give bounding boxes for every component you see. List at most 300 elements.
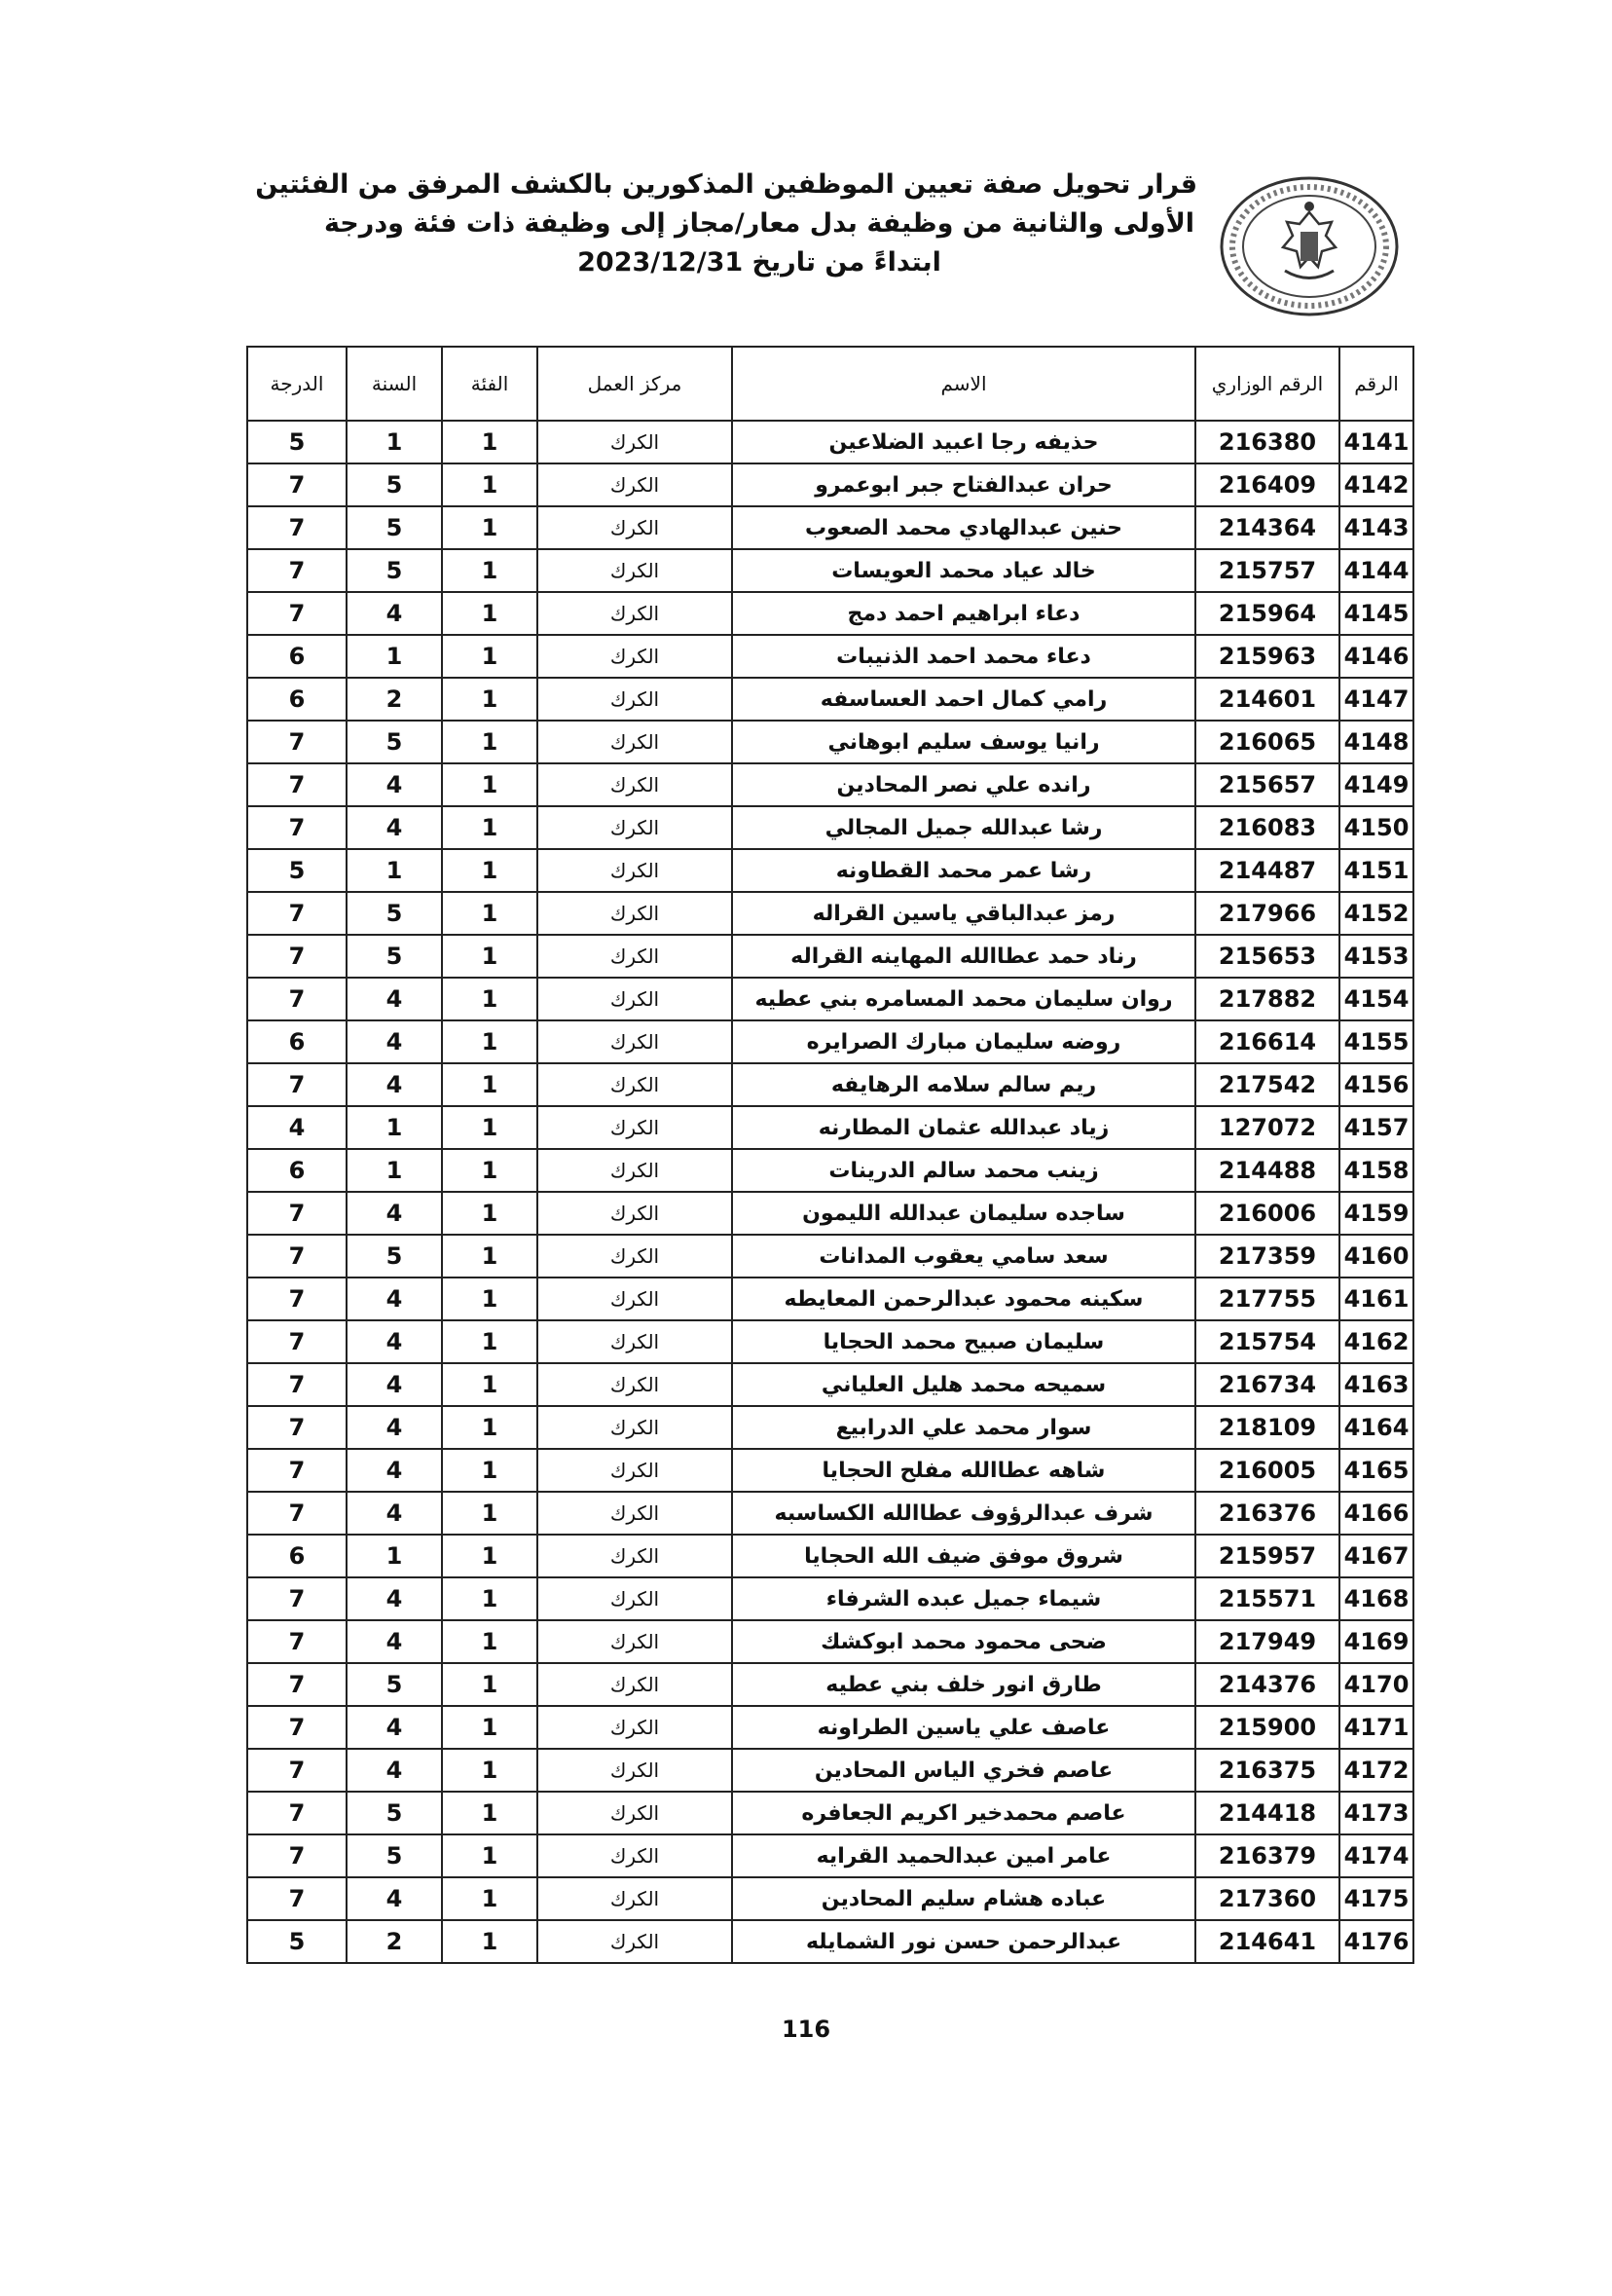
year-cell: 4	[347, 1877, 442, 1920]
grade-cell: 7	[247, 1320, 347, 1363]
grade-cell: 7	[247, 506, 347, 549]
ministry-number-cell: 216380	[1195, 421, 1339, 463]
table-row	[247, 1877, 1413, 1920]
column-header: الدرجة	[247, 347, 347, 421]
category-cell: 1	[442, 1535, 537, 1577]
work-center-cell: الكرك	[537, 978, 732, 1020]
ministry-number-cell: 214418	[1195, 1792, 1339, 1834]
category-cell: 1	[442, 421, 537, 463]
ministry-number-cell: 216375	[1195, 1749, 1339, 1792]
employee-name-cell: طارق انور خلف بني عطيه	[732, 1663, 1195, 1706]
category-cell: 1	[442, 1663, 537, 1706]
grade-cell: 7	[247, 1492, 347, 1535]
work-center-cell: الكرك	[537, 635, 732, 678]
table-row	[247, 549, 1413, 592]
year-cell: 5	[347, 506, 442, 549]
employee-name-cell: عاصم فخري الياس المحادين	[732, 1749, 1195, 1792]
grade-cell: 7	[247, 806, 347, 849]
table-row	[247, 806, 1413, 849]
ministry-number-cell: 216379	[1195, 1834, 1339, 1877]
grade-cell: 4	[247, 1106, 347, 1149]
work-center-cell: الكرك	[537, 1278, 732, 1320]
table-row	[247, 592, 1413, 635]
year-cell: 4	[347, 1449, 442, 1492]
ministry-number-cell: 215757	[1195, 549, 1339, 592]
work-center-cell: الكرك	[537, 1449, 732, 1492]
row-number-cell: 4167	[1339, 1535, 1413, 1577]
column-header: الرقم	[1339, 347, 1413, 421]
year-cell: 4	[347, 1363, 442, 1406]
year-cell: 5	[347, 463, 442, 506]
year-cell: 5	[347, 1792, 442, 1834]
category-cell: 1	[442, 1792, 537, 1834]
category-cell: 1	[442, 506, 537, 549]
work-center-cell: الكرك	[537, 506, 732, 549]
work-center-cell: الكرك	[537, 721, 732, 763]
grade-cell: 7	[247, 549, 347, 592]
ministry-number-cell: 215964	[1195, 592, 1339, 635]
ministry-number-cell: 214364	[1195, 506, 1339, 549]
grade-cell: 7	[247, 1406, 347, 1449]
grade-cell: 6	[247, 1149, 347, 1192]
ministry-number-cell: 215957	[1195, 1535, 1339, 1577]
category-cell: 1	[442, 978, 537, 1020]
table-row	[247, 892, 1413, 935]
work-center-cell: الكرك	[537, 1792, 732, 1834]
table-body	[247, 421, 1413, 1963]
table-row	[247, 763, 1413, 806]
header-line-3: ابتداءً من تاريخ 2023/12/31	[577, 247, 941, 278]
year-cell: 4	[347, 1492, 442, 1535]
work-center-cell: الكرك	[537, 678, 732, 721]
ministry-number-cell: 215963	[1195, 635, 1339, 678]
table-row	[247, 506, 1413, 549]
category-cell: 1	[442, 1449, 537, 1492]
work-center-cell: الكرك	[537, 1663, 732, 1706]
row-number-cell: 4171	[1339, 1706, 1413, 1749]
column-header: السنة	[347, 347, 442, 421]
table-row	[247, 1834, 1413, 1877]
employee-name-cell: روان سليمان محمد المسامره بني عطيه	[732, 978, 1195, 1020]
year-cell: 4	[347, 592, 442, 635]
year-cell: 1	[347, 635, 442, 678]
row-number-cell: 4142	[1339, 463, 1413, 506]
ministry-number-cell: 218109	[1195, 1406, 1339, 1449]
category-cell: 1	[442, 935, 537, 978]
table-row	[247, 635, 1413, 678]
year-cell: 2	[347, 1920, 442, 1963]
employee-name-cell: خالد عياد محمد العويسات	[732, 549, 1195, 592]
row-number-cell: 4155	[1339, 1020, 1413, 1063]
work-center-cell: الكرك	[537, 1320, 732, 1363]
category-cell: 1	[442, 1920, 537, 1963]
category-cell: 1	[442, 1235, 537, 1278]
year-cell: 4	[347, 1192, 442, 1235]
table-row	[247, 1577, 1413, 1620]
grade-cell: 7	[247, 1706, 347, 1749]
grade-cell: 6	[247, 635, 347, 678]
table-row	[247, 1920, 1413, 1963]
work-center-cell: الكرك	[537, 1063, 732, 1106]
employee-name-cell: رمز عبدالباقي ياسين القراله	[732, 892, 1195, 935]
document-header	[255, 166, 1197, 282]
category-cell: 1	[442, 1320, 537, 1363]
row-number-cell: 4160	[1339, 1235, 1413, 1278]
category-cell: 1	[442, 1278, 537, 1320]
year-cell: 1	[347, 849, 442, 892]
employee-name-cell: شيماء جميل عبده الشرفاء	[732, 1577, 1195, 1620]
work-center-cell: الكرك	[537, 1749, 732, 1792]
table-row	[247, 1192, 1413, 1235]
category-cell: 1	[442, 1149, 537, 1192]
work-center-cell: الكرك	[537, 463, 732, 506]
year-cell: 4	[347, 1749, 442, 1792]
work-center-cell: الكرك	[537, 1920, 732, 1963]
year-cell: 4	[347, 763, 442, 806]
category-cell: 1	[442, 1192, 537, 1235]
employee-name-cell: عاصم محمدخير اكريم الجعافره	[732, 1792, 1195, 1834]
year-cell: 1	[347, 1149, 442, 1192]
employee-name-cell: ساجده سليمان عبدالله الليمون	[732, 1192, 1195, 1235]
ministry-number-cell: 214488	[1195, 1149, 1339, 1192]
category-cell: 1	[442, 1020, 537, 1063]
year-cell: 4	[347, 1577, 442, 1620]
year-cell: 4	[347, 1320, 442, 1363]
table-row	[247, 1406, 1413, 1449]
row-number-cell: 4141	[1339, 421, 1413, 463]
year-cell: 5	[347, 1235, 442, 1278]
employee-name-cell: زينب محمد سالم الدرينات	[732, 1149, 1195, 1192]
ministry-number-cell: 216065	[1195, 721, 1339, 763]
employee-name-cell: عبدالرحمن حسن نور الشمايله	[732, 1920, 1195, 1963]
ministry-number-cell: 214376	[1195, 1663, 1339, 1706]
year-cell: 4	[347, 978, 442, 1020]
category-cell: 1	[442, 1063, 537, 1106]
row-number-cell: 4168	[1339, 1577, 1413, 1620]
header-line-2: الأولى والثانية من وظيفة بدل معار/مجاز إلى وظيفة ذات فئة ودرجة	[323, 208, 1195, 239]
employee-table	[246, 346, 1414, 1964]
work-center-cell: الكرك	[537, 1834, 732, 1877]
table-row	[247, 463, 1413, 506]
year-cell: 4	[347, 1406, 442, 1449]
category-cell: 1	[442, 1620, 537, 1663]
ministry-number-cell: 217360	[1195, 1877, 1339, 1920]
employee-name-cell: سوار محمد علي الدرابيع	[732, 1406, 1195, 1449]
grade-cell: 7	[247, 1877, 347, 1920]
year-cell: 5	[347, 1834, 442, 1877]
ministry-number-cell: 215653	[1195, 935, 1339, 978]
ministry-number-cell: 217542	[1195, 1063, 1339, 1106]
ministry-number-cell: 217949	[1195, 1620, 1339, 1663]
work-center-cell: الكرك	[537, 892, 732, 935]
grade-cell: 7	[247, 1063, 347, 1106]
grade-cell: 6	[247, 1535, 347, 1577]
grade-cell: 5	[247, 849, 347, 892]
row-number-cell: 4161	[1339, 1278, 1413, 1320]
table-row	[247, 1792, 1413, 1834]
category-cell: 1	[442, 635, 537, 678]
category-cell: 1	[442, 892, 537, 935]
work-center-cell: الكرك	[537, 592, 732, 635]
grade-cell: 7	[247, 892, 347, 935]
table-row	[247, 1320, 1413, 1363]
table-header-row	[247, 347, 1413, 421]
row-number-cell: 4158	[1339, 1149, 1413, 1192]
work-center-cell: الكرك	[537, 1020, 732, 1063]
work-center-cell: الكرك	[537, 1620, 732, 1663]
table-row	[247, 1492, 1413, 1535]
row-number-cell: 4153	[1339, 935, 1413, 978]
row-number-cell: 4147	[1339, 678, 1413, 721]
grade-cell: 7	[247, 1449, 347, 1492]
category-cell: 1	[442, 721, 537, 763]
grade-cell: 7	[247, 1363, 347, 1406]
employee-name-cell: حذيفه رجا اعبيد الضلاعين	[732, 421, 1195, 463]
row-number-cell: 4163	[1339, 1363, 1413, 1406]
row-number-cell: 4165	[1339, 1449, 1413, 1492]
category-cell: 1	[442, 463, 537, 506]
ministry-number-cell: 216409	[1195, 463, 1339, 506]
ministry-seal-icon	[1217, 173, 1402, 319]
row-number-cell: 4149	[1339, 763, 1413, 806]
grade-cell: 7	[247, 1792, 347, 1834]
grade-cell: 5	[247, 1920, 347, 1963]
ministry-number-cell: 217755	[1195, 1278, 1339, 1320]
grade-cell: 7	[247, 978, 347, 1020]
table-row	[247, 1278, 1413, 1320]
ministry-number-cell: 214641	[1195, 1920, 1339, 1963]
table-row	[247, 1149, 1413, 1192]
year-cell: 1	[347, 1106, 442, 1149]
header-line-1: قرار تحويل صفة تعيين الموظفين المذكورين بالكشف المرفق من الفئتين	[255, 169, 1197, 200]
row-number-cell: 4150	[1339, 806, 1413, 849]
ministry-number-cell: 216734	[1195, 1363, 1339, 1406]
grade-cell: 5	[247, 421, 347, 463]
table-row	[247, 1235, 1413, 1278]
grade-cell: 7	[247, 1663, 347, 1706]
category-cell: 1	[442, 806, 537, 849]
grade-cell: 7	[247, 935, 347, 978]
table-row	[247, 1749, 1413, 1792]
category-cell: 1	[442, 549, 537, 592]
work-center-cell: الكرك	[537, 1877, 732, 1920]
employee-name-cell: شاهه عطاالله مفلح الحجايا	[732, 1449, 1195, 1492]
work-center-cell: الكرك	[537, 1535, 732, 1577]
category-cell: 1	[442, 1577, 537, 1620]
ministry-number-cell: 215571	[1195, 1577, 1339, 1620]
row-number-cell: 4146	[1339, 635, 1413, 678]
category-cell: 1	[442, 1106, 537, 1149]
year-cell: 5	[347, 1663, 442, 1706]
category-cell: 1	[442, 763, 537, 806]
work-center-cell: الكرك	[537, 806, 732, 849]
employee-name-cell: عباده هشام سليم المحادين	[732, 1877, 1195, 1920]
column-header: الفئة	[442, 347, 537, 421]
year-cell: 4	[347, 806, 442, 849]
table-row	[247, 849, 1413, 892]
work-center-cell: الكرك	[537, 1106, 732, 1149]
work-center-cell: الكرك	[537, 1706, 732, 1749]
column-header: مركز العمل	[537, 347, 732, 421]
year-cell: 4	[347, 1706, 442, 1749]
employee-name-cell: حران عبدالفتاح جبر ابوعمرو	[732, 463, 1195, 506]
grade-cell: 7	[247, 463, 347, 506]
year-cell: 2	[347, 678, 442, 721]
employee-name-cell: دعاء محمد احمد الذنيبات	[732, 635, 1195, 678]
table-row	[247, 1706, 1413, 1749]
table-row	[247, 935, 1413, 978]
row-number-cell: 4170	[1339, 1663, 1413, 1706]
row-number-cell: 4175	[1339, 1877, 1413, 1920]
table-row	[247, 421, 1413, 463]
grade-cell: 7	[247, 1834, 347, 1877]
category-cell: 1	[442, 1363, 537, 1406]
employee-name-cell: عامر امين عبدالحميد القرايه	[732, 1834, 1195, 1877]
row-number-cell: 4173	[1339, 1792, 1413, 1834]
work-center-cell: الكرك	[537, 421, 732, 463]
table-row	[247, 678, 1413, 721]
employee-name-cell: حنين عبدالهادي محمد الصعوب	[732, 506, 1195, 549]
grade-cell: 7	[247, 1192, 347, 1235]
work-center-cell: الكرك	[537, 1149, 732, 1192]
grade-cell: 7	[247, 1577, 347, 1620]
year-cell: 5	[347, 721, 442, 763]
year-cell: 5	[347, 549, 442, 592]
table-row	[247, 1106, 1413, 1149]
ministry-number-cell: 216005	[1195, 1449, 1339, 1492]
employee-name-cell: شرف عبدالرؤوف عطاالله الكساسبه	[732, 1492, 1195, 1535]
work-center-cell: الكرك	[537, 549, 732, 592]
work-center-cell: الكرك	[537, 1235, 732, 1278]
grade-cell: 7	[247, 1278, 347, 1320]
row-number-cell: 4156	[1339, 1063, 1413, 1106]
row-number-cell: 4174	[1339, 1834, 1413, 1877]
ministry-number-cell: 215900	[1195, 1706, 1339, 1749]
ministry-number-cell: 216006	[1195, 1192, 1339, 1235]
row-number-cell: 4143	[1339, 506, 1413, 549]
ministry-number-cell: 215657	[1195, 763, 1339, 806]
column-header: الاسم	[732, 347, 1195, 421]
employee-name-cell: رشا عبدالله جميل المجالي	[732, 806, 1195, 849]
employee-name-cell: ضحى محمود محمد ابوكشك	[732, 1620, 1195, 1663]
ministry-number-cell: 216083	[1195, 806, 1339, 849]
work-center-cell: الكرك	[537, 849, 732, 892]
ministry-number-cell: 217359	[1195, 1235, 1339, 1278]
work-center-cell: الكرك	[537, 763, 732, 806]
table-row	[247, 1620, 1413, 1663]
grade-cell: 6	[247, 678, 347, 721]
employee-name-cell: رشا عمر محمد القطاونه	[732, 849, 1195, 892]
work-center-cell: الكرك	[537, 1492, 732, 1535]
grade-cell: 7	[247, 1749, 347, 1792]
employee-name-cell: سعد سامي يعقوب المدانات	[732, 1235, 1195, 1278]
row-number-cell: 4172	[1339, 1749, 1413, 1792]
employee-name-cell: عاصف علي ياسين الطراونه	[732, 1706, 1195, 1749]
ministry-number-cell: 217966	[1195, 892, 1339, 935]
ministry-number-cell: 214601	[1195, 678, 1339, 721]
work-center-cell: الكرك	[537, 1192, 732, 1235]
row-number-cell: 4157	[1339, 1106, 1413, 1149]
column-header: الرقم الوزاري	[1195, 347, 1339, 421]
employee-name-cell: رامي كمال احمد العساسفه	[732, 678, 1195, 721]
category-cell: 1	[442, 1749, 537, 1792]
year-cell: 4	[347, 1278, 442, 1320]
employee-name-cell: سليمان صبيح محمد الحجايا	[732, 1320, 1195, 1363]
row-number-cell: 4151	[1339, 849, 1413, 892]
row-number-cell: 4148	[1339, 721, 1413, 763]
table-row	[247, 721, 1413, 763]
row-number-cell: 4144	[1339, 549, 1413, 592]
employee-name-cell: رناد حمد عطاالله المهاينه القراله	[732, 935, 1195, 978]
employee-name-cell: دعاء ابراهيم احمد دمج	[732, 592, 1195, 635]
category-cell: 1	[442, 1492, 537, 1535]
grade-cell: 6	[247, 1020, 347, 1063]
row-number-cell: 4154	[1339, 978, 1413, 1020]
page-number: 116	[781, 2016, 831, 2043]
employee-name-cell: ريم سالم سلامه الرهايفه	[732, 1063, 1195, 1106]
employee-name-cell: روضه سليمان مبارك الصرايره	[732, 1020, 1195, 1063]
ministry-number-cell: 214487	[1195, 849, 1339, 892]
ministry-number-cell: 217882	[1195, 978, 1339, 1020]
year-cell: 4	[347, 1063, 442, 1106]
grade-cell: 7	[247, 763, 347, 806]
category-cell: 1	[442, 592, 537, 635]
year-cell: 5	[347, 935, 442, 978]
table-row	[247, 1363, 1413, 1406]
employee-name-cell: سميحه محمد هليل العلياني	[732, 1363, 1195, 1406]
year-cell: 4	[347, 1020, 442, 1063]
row-number-cell: 4145	[1339, 592, 1413, 635]
work-center-cell: الكرك	[537, 1363, 732, 1406]
row-number-cell: 4169	[1339, 1620, 1413, 1663]
category-cell: 1	[442, 1706, 537, 1749]
year-cell: 1	[347, 421, 442, 463]
work-center-cell: الكرك	[537, 1577, 732, 1620]
category-cell: 1	[442, 678, 537, 721]
row-number-cell: 4166	[1339, 1492, 1413, 1535]
table-row	[247, 1063, 1413, 1106]
category-cell: 1	[442, 1406, 537, 1449]
category-cell: 1	[442, 1877, 537, 1920]
work-center-cell: الكرك	[537, 1406, 732, 1449]
grade-cell: 7	[247, 721, 347, 763]
table-row	[247, 978, 1413, 1020]
year-cell: 4	[347, 1620, 442, 1663]
ministry-number-cell: 215754	[1195, 1320, 1339, 1363]
row-number-cell: 4152	[1339, 892, 1413, 935]
year-cell: 5	[347, 892, 442, 935]
employee-name-cell: سكينه محمود عبدالرحمن المعايطه	[732, 1278, 1195, 1320]
category-cell: 1	[442, 849, 537, 892]
grade-cell: 7	[247, 592, 347, 635]
ministry-number-cell: 216376	[1195, 1492, 1339, 1535]
row-number-cell: 4159	[1339, 1192, 1413, 1235]
table-row	[247, 1535, 1413, 1577]
employee-name-cell: رانيا يوسف سليم ابوهاني	[732, 721, 1195, 763]
table-row	[247, 1020, 1413, 1063]
year-cell: 1	[347, 1535, 442, 1577]
employee-name-cell: زياد عبدالله عثمان المطارنه	[732, 1106, 1195, 1149]
table-row	[247, 1663, 1413, 1706]
employee-name-cell: رانده علي نصر المحادين	[732, 763, 1195, 806]
work-center-cell: الكرك	[537, 935, 732, 978]
row-number-cell: 4176	[1339, 1920, 1413, 1963]
category-cell: 1	[442, 1834, 537, 1877]
grade-cell: 7	[247, 1620, 347, 1663]
row-number-cell: 4162	[1339, 1320, 1413, 1363]
employee-name-cell: شروق موفق ضيف الله الحجايا	[732, 1535, 1195, 1577]
row-number-cell: 4164	[1339, 1406, 1413, 1449]
